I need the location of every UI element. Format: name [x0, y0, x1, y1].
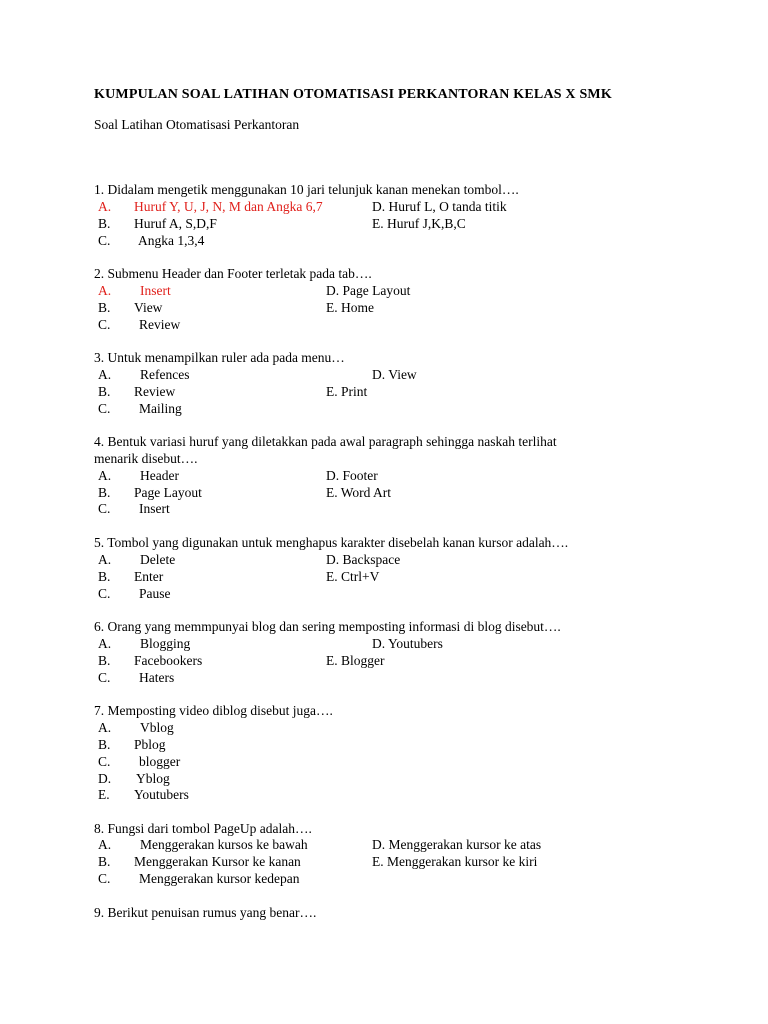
- question-4-option-a: [98, 467, 179, 484]
- question-2-option-c: [98, 316, 180, 333]
- option-text: Pblog: [134, 737, 166, 752]
- question-4-option-b: [98, 484, 202, 501]
- question-6-option-e: E. Blogger: [326, 653, 385, 668]
- option-letter: B.: [98, 737, 111, 752]
- option-letter: B.: [98, 854, 111, 869]
- question-6-option-a: [98, 635, 190, 652]
- question-6-option-d: D. Youtubers: [372, 636, 443, 651]
- question-7-option-c: [98, 753, 180, 770]
- question-3-option-a: [98, 366, 189, 383]
- option-text: Angka 1,3,4: [138, 233, 205, 248]
- question-7-option-d: [98, 770, 170, 787]
- question-1-option-c: [98, 232, 204, 249]
- option-letter: A.: [98, 720, 112, 735]
- option-text: Menggerakan Kursor ke kanan: [134, 854, 301, 869]
- question-9-text: 9. Berikut penuisan rumus yang benar….: [94, 905, 317, 920]
- page-subtitle: Soal Latihan Otomatisasi Perkantoran: [94, 117, 300, 132]
- question-8-option-e: E. Menggerakan kursor ke kiri: [372, 854, 538, 869]
- option-text: Delete: [140, 552, 176, 567]
- question-3-text: 3. Untuk menampilkan ruler ada pada menu…: [94, 350, 345, 365]
- option-letter: B.: [98, 569, 111, 584]
- option-text: Vblog: [140, 720, 174, 735]
- option-text: Insert: [139, 501, 170, 516]
- option-text: Huruf Y, U, J, N, M dan Angka 6,7: [134, 199, 323, 214]
- question-5-option-e: E. Ctrl+V: [326, 569, 380, 584]
- option-letter: A.: [98, 199, 112, 214]
- question-8-option-c: [98, 870, 299, 887]
- question-1-option-e: E. Huruf J,K,B,C: [372, 216, 466, 231]
- option-letter: C.: [98, 401, 111, 416]
- option-letter: C.: [98, 871, 111, 886]
- page-title: KUMPULAN SOAL LATIHAN OTOMATISASI PERKANTORAN KELAS X SMK: [94, 87, 612, 102]
- question-4-option-d: D. Footer: [326, 468, 378, 483]
- question-5-option-a: [98, 551, 175, 568]
- option-letter: B.: [98, 300, 111, 315]
- question-8-option-d: D. Menggerakan kursor ke atas: [372, 837, 542, 852]
- question-8-option-b: [98, 853, 301, 870]
- question-1-text: 1. Didalam mengetik menggunakan 10 jari telunjuk kanan menekan tombol….: [94, 182, 519, 197]
- option-text: Menggerakan kursos ke bawah: [140, 837, 308, 852]
- option-letter: A.: [98, 837, 112, 852]
- question-8-text: 8. Fungsi dari tombol PageUp adalah….: [94, 821, 312, 836]
- option-letter: B.: [98, 384, 111, 399]
- question-2-option-e: E. Home: [326, 300, 374, 315]
- question-1-option-d: D. Huruf L, O tanda titik: [372, 199, 507, 214]
- option-letter: C.: [98, 670, 111, 685]
- option-text: Youtubers: [134, 787, 189, 802]
- question-3-option-e: E. Print: [326, 384, 368, 399]
- option-letter: A.: [98, 468, 112, 483]
- question-7-option-e: [98, 786, 189, 803]
- option-text: Header: [140, 468, 179, 483]
- option-text: Review: [139, 317, 181, 332]
- question-4-text-line-1: 4. Bentuk variasi huruf yang diletakkan pada awal paragraph sehingga naskah terlihat: [94, 434, 557, 449]
- option-text: Yblog: [136, 771, 170, 786]
- option-text: Review: [134, 384, 176, 399]
- option-letter: A.: [98, 552, 112, 567]
- question-3-option-c: [98, 400, 182, 417]
- question-2-option-b: [98, 299, 162, 316]
- option-text: Mailing: [139, 401, 182, 416]
- question-1-option-b: [98, 215, 217, 232]
- option-letter: B.: [98, 653, 111, 668]
- question-2-option-d: D. Page Layout: [326, 283, 411, 298]
- option-text: blogger: [139, 754, 181, 769]
- option-letter: C.: [98, 317, 111, 332]
- question-1-option-a: [98, 198, 323, 215]
- option-letter: A.: [98, 367, 112, 382]
- question-5-option-c: [98, 585, 171, 602]
- question-7-text: 7. Memposting video diblog disebut juga….: [94, 703, 333, 718]
- question-6-option-c: [98, 669, 174, 686]
- option-letter: C.: [98, 233, 111, 248]
- option-text: Page Layout: [134, 485, 202, 500]
- question-3-option-b: [98, 383, 175, 400]
- question-2-text: 2. Submenu Header dan Footer terletak pada tab….: [94, 266, 372, 281]
- option-text: Blogging: [140, 636, 191, 651]
- question-2-option-a: [98, 282, 171, 299]
- option-letter: C.: [98, 754, 111, 769]
- option-text: View: [134, 300, 163, 315]
- question-4-text-line-2: menarik disebut….: [94, 451, 198, 466]
- question-5-option-b: [98, 568, 163, 585]
- option-text: Facebookers: [134, 653, 203, 668]
- question-7-option-a: [98, 719, 174, 736]
- option-text: Enter: [134, 569, 164, 584]
- question-6-option-b: [98, 652, 202, 669]
- option-text: Refences: [140, 367, 190, 382]
- option-letter: A.: [98, 636, 112, 651]
- option-letter: B.: [98, 216, 111, 231]
- option-letter: C.: [98, 586, 111, 601]
- option-letter: B.: [98, 485, 111, 500]
- option-letter: A.: [98, 283, 112, 298]
- question-3-option-d: D. View: [372, 367, 417, 382]
- option-text: Pause: [139, 586, 171, 601]
- option-text: Haters: [139, 670, 175, 685]
- question-4-option-c: [98, 500, 170, 517]
- option-letter: C.: [98, 501, 111, 516]
- option-text: Insert: [140, 283, 171, 298]
- question-4-text: [94, 433, 654, 467]
- question-6-text: 6. Orang yang memmpunyai blog dan sering memposting informasi di blog disebut….: [94, 619, 561, 634]
- question-4-option-e: E. Word Art: [326, 485, 392, 500]
- option-text: Menggerakan kursor kedepan: [139, 871, 300, 886]
- option-text: Huruf A, S,D,F: [134, 216, 217, 231]
- question-8-option-a: [98, 836, 308, 853]
- question-5-option-d: D. Backspace: [326, 552, 401, 567]
- question-7-option-b: [98, 736, 166, 753]
- option-letter: D.: [98, 771, 112, 786]
- question-5-text: 5. Tombol yang digunakan untuk menghapus karakter disebelah kanan kursor adalah….: [94, 535, 569, 550]
- option-letter: E.: [98, 787, 110, 802]
